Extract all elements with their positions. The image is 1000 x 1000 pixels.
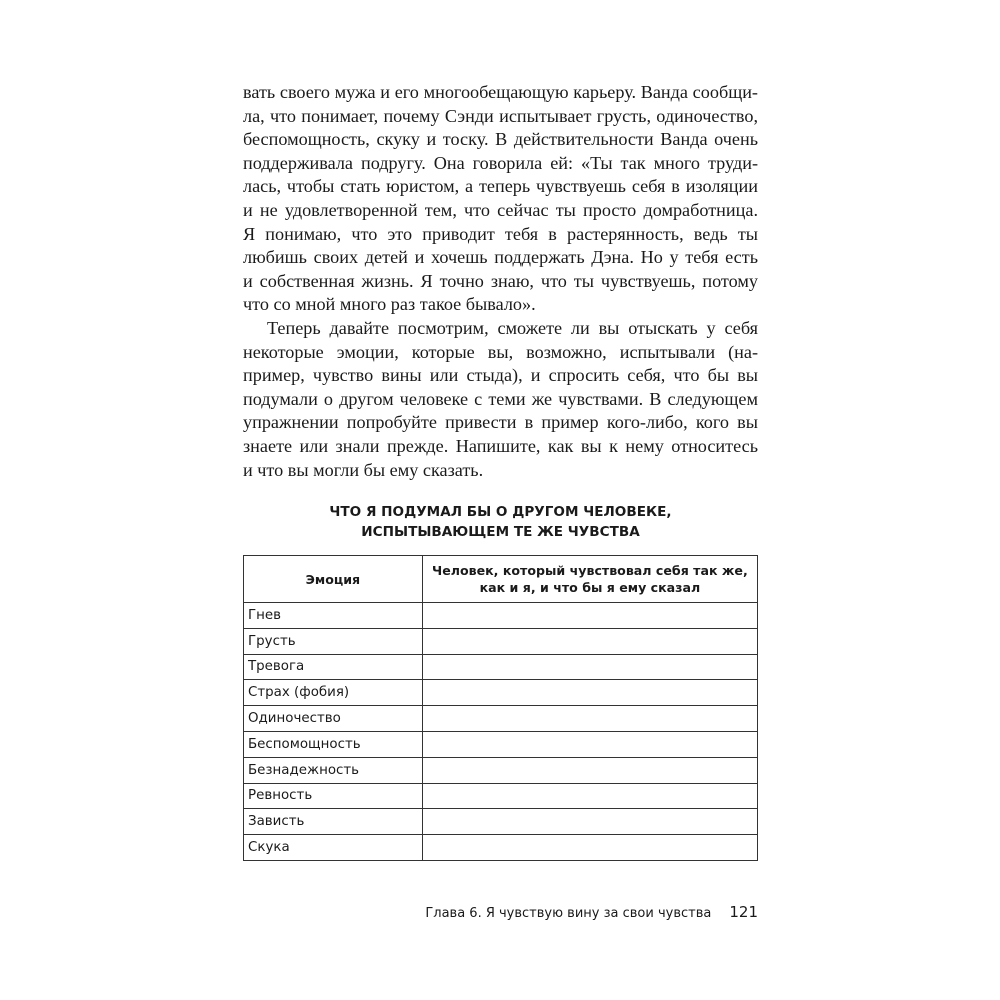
answer-cell[interactable] bbox=[422, 603, 757, 629]
emotion-cell: Ревность bbox=[244, 783, 423, 809]
body-text bbox=[243, 81, 758, 482]
table-row bbox=[244, 628, 758, 654]
table-title-line-1: ЧТО Я ПОДУМАЛ БЫ О ДРУГОМ ЧЕЛОВЕКЕ, bbox=[329, 504, 672, 520]
page-number: 121 bbox=[729, 903, 758, 921]
emotion-cell: Страх (фобия) bbox=[244, 680, 423, 706]
header-person bbox=[422, 556, 757, 603]
text-line: знаете или знали прежде. Напишите, как вы к нему относитесь bbox=[243, 435, 758, 456]
table-row bbox=[244, 706, 758, 732]
text-line: любишь своих детей и хочешь поддержать Дэна. Но у тебя есть bbox=[243, 247, 758, 268]
text-line: подумали о другом человеке с теми же чувствами. В следующем bbox=[243, 388, 758, 409]
answer-cell[interactable] bbox=[422, 680, 757, 706]
header-emotion: Эмоция bbox=[244, 556, 423, 603]
text-line: пример, чувство вины или стыда), и спросить себя, что бы вы bbox=[243, 365, 758, 386]
answer-cell[interactable] bbox=[422, 731, 757, 757]
table-row bbox=[244, 680, 758, 706]
answer-cell[interactable] bbox=[422, 628, 757, 654]
header-person-line-1: Человек, который чувствовал себя так же, bbox=[432, 563, 748, 578]
table-row bbox=[244, 783, 758, 809]
header-person-line-2: как и я, и что бы я ему сказал bbox=[479, 580, 701, 595]
answer-cell[interactable] bbox=[422, 835, 757, 861]
table-row bbox=[244, 809, 758, 835]
text-line: что со мной много раз такое бывало». bbox=[243, 294, 536, 315]
text-line: и собственная жизнь. Я точно знаю, что ты чувствуешь, потому bbox=[243, 270, 758, 291]
emotions-table bbox=[243, 555, 758, 861]
text-line: и что вы могли бы ему сказать. bbox=[243, 459, 484, 480]
answer-cell[interactable] bbox=[422, 809, 757, 835]
table-title-line-2: ИСПЫТЫВАЮЩЕМ ТЕ ЖЕ ЧУВСТВА bbox=[361, 524, 640, 540]
table-row bbox=[244, 757, 758, 783]
text-line: Я понимаю, что это приводит тебя в растерянность, ведь ты bbox=[243, 223, 758, 244]
chapter-title: Глава 6. Я чувствую вину за свои чувства bbox=[425, 906, 712, 921]
emotion-cell: Одиночество bbox=[244, 706, 423, 732]
table-row bbox=[244, 731, 758, 757]
answer-cell[interactable] bbox=[422, 654, 757, 680]
text-line: вать своего мужа и его многообещающую карьеру. Ванда сообщи- bbox=[243, 82, 758, 102]
text-line: беспомощность, скуку и тоску. В действительности Ванда очень bbox=[243, 129, 758, 150]
emotion-cell: Скука bbox=[244, 835, 423, 861]
text-line: упражнении попробуйте привести в пример кого-либо, кого вы bbox=[243, 412, 758, 433]
emotion-cell: Грусть bbox=[244, 628, 423, 654]
emotion-cell: Беспомощность bbox=[244, 731, 423, 757]
table-header-row bbox=[244, 556, 758, 603]
answer-cell[interactable] bbox=[422, 706, 757, 732]
table-body bbox=[244, 603, 758, 861]
table-row bbox=[244, 603, 758, 629]
answer-cell[interactable] bbox=[422, 783, 757, 809]
table-row bbox=[244, 835, 758, 861]
page-footer bbox=[243, 903, 758, 921]
text-line: и не удовлетворенной тем, что сейчас ты просто домработница. bbox=[243, 199, 758, 220]
text-line: поддерживала подругу. Она говорила ей: «Ты так много труди- bbox=[243, 152, 758, 173]
emotion-cell: Тревога bbox=[244, 654, 423, 680]
text-line: Теперь давайте посмотрим, сможете ли вы отыскать у себя bbox=[267, 317, 758, 338]
text-line: лась, чтобы стать юристом, а теперь чувствуешь себя в изоляции bbox=[243, 176, 758, 197]
text-line: некоторые эмоции, которые вы, возможно, испытывали (на- bbox=[243, 341, 758, 362]
table-row bbox=[244, 654, 758, 680]
text-line: ла, что понимает, почему Сэнди испытывает грусть, одиночество, bbox=[243, 105, 758, 126]
table-title bbox=[243, 502, 758, 542]
emotion-cell: Безнадежность bbox=[244, 757, 423, 783]
emotion-cell: Гнев bbox=[244, 603, 423, 629]
emotion-cell: Зависть bbox=[244, 809, 423, 835]
answer-cell[interactable] bbox=[422, 757, 757, 783]
